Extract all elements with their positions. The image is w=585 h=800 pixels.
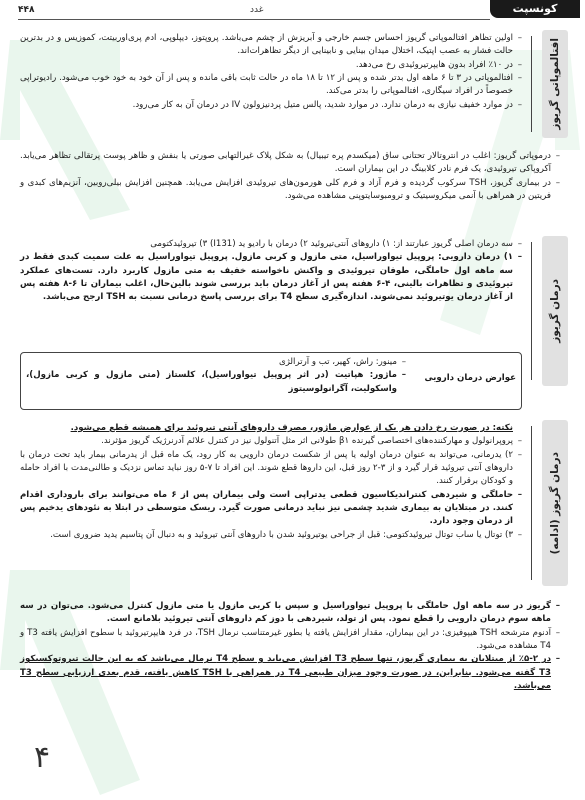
- text-line: – پروپرانولول و مهارکننده‌های اختصاصی گیرنده β۱ طولانی اثر مثل آتنولول نیز در کنترل علائم آدرنرژیک گریوز مؤثرند.: [20, 435, 522, 448]
- note-line: نکته: در صورت رخ دادن هر یک از عوارض ماژور، مصرف داروهای آنتی تیروئید برای همیشه قطع می‌شود.: [70, 423, 513, 433]
- section-tab: درمان گریوز: [542, 236, 568, 386]
- section-body: [20, 238, 522, 305]
- text-line: – در بیماری گریوز، TSH سرکوب گردیده و فرم آزاد و فرم کلی هورمون‌های تیروئیدی افزایش می‌یابد. همچنین افزایش بیلی‌روبین، آنزیم‌های کبدی و فریتین در همراهی با آنمی میکروسیتیک و ترومبوسایتوپنی مشاهده می‌شود.: [20, 177, 560, 204]
- text-line: – در ۲-۵٪ از مبتلایان به بیماری گریوز، تنها سطح T3 افزایش می‌یابد و سطح T4 نرمال می‌باشد که به این حالت تیروتوکسیکوز T3 گفته می‌شود. بنابراین، در صورت وجود میزان طبیعی T4 در همراهی با TSH کاهش یافته، قدم بعدی ارزیابی سطح T3 می‌باشد.: [20, 653, 560, 693]
- section-rail: [531, 426, 532, 580]
- text-line: – در ۱۰٪ افراد بدون هایپرتیروئیدی رخ می‌دهد.: [20, 59, 522, 72]
- text-line: – اولین تظاهر افتالموپاتی گریوز احساس جسم خارجی و آبریزش از چشم می‌باشد. پروپتوز، دیپلوپی، ادم پری‌اوربیتت، کموزیس و در بدترین حالت فشار به عصب اپتیک، اختلال میدان بینایی و نابینایی از دیگر تظاهرات‌اند.: [20, 32, 522, 59]
- page-number: ۴۴۸: [18, 5, 35, 15]
- chapter-title: غدد: [250, 5, 264, 15]
- text-line: – ۱) درمان دارویی: پروپیل تیواوراسیل، متی مازول و کربی مازول. پروپیل تیواوراسیل به علت سمیت کبدی فقط در سه ماهه اول حاملگی، طوفان تیروئیدی و واکنش ناخواسته خفیف به متی مازول کاربرد دارد. تست‌های عملکرد تیروئیدی و تظاهرات بالینی، ۴-۶ هفته پس از آغاز درمان باید بررسی شوند بالین‌حال، اغلب بیماران تا ۶-۸ هفته پس از آغاز درمان یوتیروئید نمی‌شوند. اندازه‌گیری سطح T4 برای بررسی پاسخ درمانی نسبت به TSH ارجح می‌باشد.: [20, 251, 522, 304]
- text-line: – آدنوم مترشحه TSH هیپوفیزی: در این بیماران، مقدار افزایش یافته یا بطور غیرمتناسب نرمال TSH، در فرد هایپرتیروئید با سطوح افزایش یافته T3 و T4 مشاهده می‌شود.: [20, 627, 560, 654]
- text-line: – سه درمان اصلی گریوز عبارتند از: ۱) داروهای آنتی‌تیروئید ۲) درمان با رادیو ید (I131) ۳) تیروئیدکتومی: [20, 238, 522, 251]
- section-tab: افتالموپاتی گریوز: [542, 30, 568, 138]
- handwritten-mark: ۴: [34, 740, 51, 775]
- section-body: [20, 422, 522, 542]
- side-effects-label: عوارض درمان دارویی: [424, 373, 516, 383]
- section-graves-treatment-cont: [20, 420, 566, 586]
- text-line: – مینور: راش، کهیر، تب و آرترالژی: [26, 356, 406, 369]
- side-effects-list: [26, 356, 406, 396]
- text-line: – ۳) توتال یا ساب توتال تیروئیدکتومی: قبل از جراحی یوتیروئید شدن با داروهای آنتی تیروئید و به دنبال آن پتاسیم یدید ضروری است.: [20, 529, 522, 542]
- drug-side-effects: [20, 352, 566, 412]
- brand-logo: کونسپت: [490, 0, 580, 18]
- text-line: – گریوز در سه ماهه اول حاملگی با پروپیل تیواوراسیل و سپس با کربی مازول یا متی مازول کنترل می‌شود. می‌توان در سه ماهه سوم درمان دارویی را قطع نمود. پس از تولد، شیردهی با دوز کم داروهای آنتی تیروئید بلامانع است.: [20, 600, 560, 627]
- section-rail: [531, 36, 532, 132]
- section-dermopathy: [20, 150, 566, 222]
- section-body: [20, 32, 522, 112]
- text-line: – ۲) یدرمانی، می‌تواند به عنوان درمان اولیه یا پس از شکست درمان دارویی به کار رود، یک ماه قبل از یدرمانی بیمار باید تحت درمان با داروهای آنتی تیروئید قرار گیرد و از ۳-۲ روز قبل، این داروها قطع شوند. این افراد تا ۷-۵ روز نباید تماس نزدیک و طالنی‌مدت با افراد حامله و کودکان برقرار کنند.: [20, 449, 522, 489]
- section-pregnancy-notes: [20, 600, 566, 730]
- text-line: – درموپاتی گریوز: اغلب در انتروتالار تحتانی ساق (میکسدم پره تیبیال) به شکل پلاک غیرالتهابی صورتی یا بنفش و ظاهر پوست پرتقالی تظاهر می‌یابد. آکروپاکی تیروئیدی، یک فرم نادر کلابینگ در این بیماران است.: [20, 150, 560, 177]
- section-body: [20, 600, 560, 693]
- text-line: – افتالموپاتی در ۳ تا ۶ ماهه اول بدتر شده و پس از ۱۲ تا ۱۸ ماه در حالت ثابت باقی مانده و پس از آن خود به خود خوب می‌شود. رادیوتراپی خصوصاً در افراد سیگاری، افتالموپاتی را بدتر می‌کند.: [20, 72, 522, 99]
- header-rule: [18, 19, 490, 20]
- text-line: – ماژور: هپاتیت (در اثر پروپیل تیواوراسیل)، کلستاز (متی مازول و کربی مازول)، واسکولیت، آگرانولوسیتوز: [26, 369, 406, 396]
- section-body: [20, 150, 560, 203]
- section-graves-ophthalmopathy: [20, 30, 566, 138]
- page-header: [0, 0, 585, 22]
- text-line: – حاملگی و شیردهی کنتراندیکاسیون قطعی یدتراپی است ولی بیماران پس از ۶ ماه می‌توانند برای باروداری اقدام کنند. در مبتلایان به بیماری شدید چشمی نیز نباید درمانی صورت گیرد. ریسک متوسطی در ابتلا به نئودهای یدخیم پس از درمان وجود دارد.: [20, 489, 522, 529]
- section-tab: درمان گریوز (ادامه): [542, 420, 568, 586]
- text-line: – در موارد خفیف نیازی به درمان ندارد. در موارد شدید، پالس متیل پردنیزولون IV در درمان آن به کار می‌رود.: [20, 99, 522, 112]
